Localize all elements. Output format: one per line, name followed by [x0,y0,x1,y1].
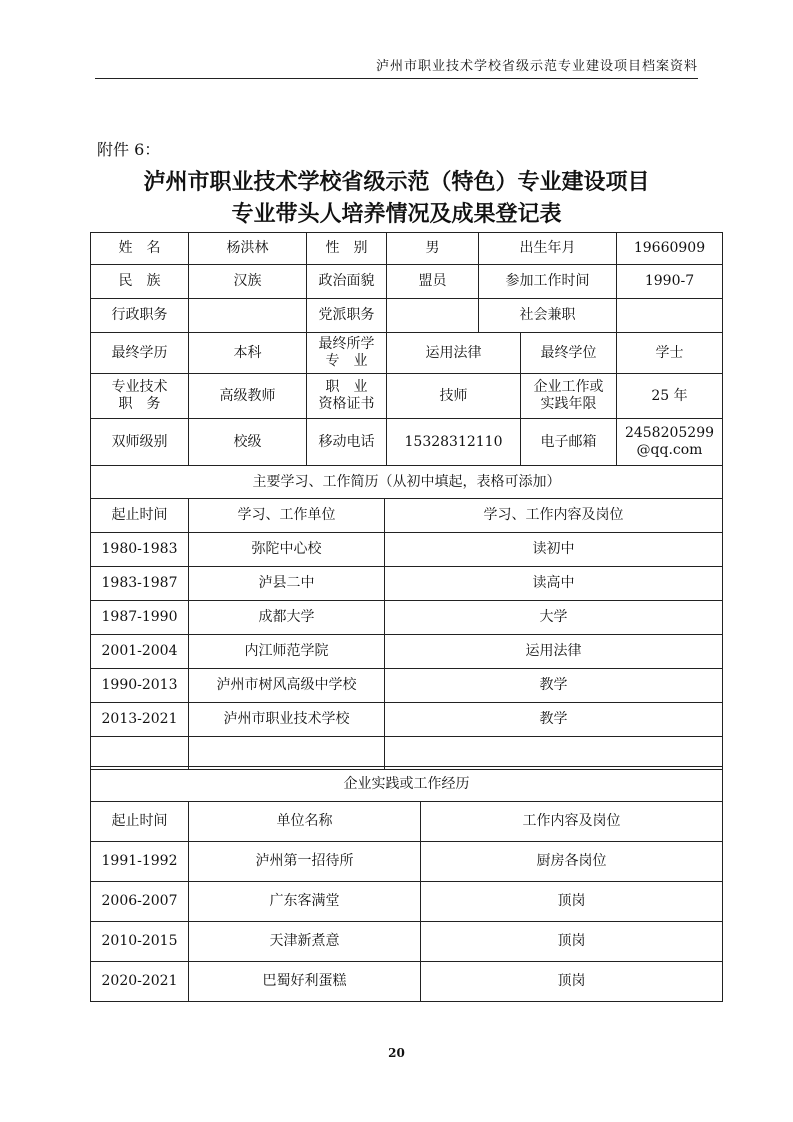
enterprise-section-title: 企业实践或工作经历 [91,767,723,802]
study-period: 2001-2004 [91,635,189,669]
enterprise-unit: 天津新煮意 [189,922,421,962]
major-label [307,333,387,374]
enterprise-content: 顶岗 [421,882,723,922]
ethnic-value: 汉族 [189,265,307,299]
enterprise-period: 1991-1992 [91,842,189,882]
work-start-label: 参加工作时间 [479,265,617,299]
admin-label: 行政职务 [91,299,189,333]
name-label: 姓 名 [91,233,189,265]
table-row [91,962,723,1002]
phone-label: 移动电话 [307,419,387,466]
study-unit: 弥陀中心校 [189,533,385,567]
email-value-line1: 2458205299 [624,425,715,441]
birth-value: 19660909 [617,233,723,265]
enterprise-content: 顶岗 [421,962,723,1002]
table-row [91,882,723,922]
study-work-table [90,465,723,770]
social-label: 社会兼职 [479,299,617,333]
document-title-line2: 专业带头人培养情况及成果登记表 [231,202,562,227]
qual-value: 技师 [387,374,521,419]
study-content: 读高中 [385,567,723,601]
gender-value: 男 [387,233,479,265]
gender-label: 性 别 [307,233,387,265]
ethnic-label: 民 族 [91,265,189,299]
study-content: 教学 [385,669,723,703]
degree-label: 最终学位 [521,333,617,374]
table-row [91,533,723,567]
table-row [91,922,723,962]
page-number: 20 [388,1046,405,1060]
exp-value: 25 年 [617,374,723,419]
edu-value: 本科 [189,333,307,374]
major-label-line1: 最终所学 [318,336,375,352]
enterprise-unit: 泸州第一招待所 [189,842,421,882]
study-period: 1983-1987 [91,567,189,601]
study-content: 教学 [385,703,723,737]
qual-label-line1: 职 业 [325,379,368,395]
study-content: 运用法律 [385,635,723,669]
qual-label [307,374,387,419]
qual-label-line2: 资格证书 [318,396,375,412]
political-value: 盟员 [387,265,479,299]
social-value [617,299,723,333]
enterprise-header-content: 工作内容及岗位 [421,802,723,842]
study-period: 1987-1990 [91,601,189,635]
prof-title-label-line2: 职 务 [118,396,161,412]
table-row [91,669,723,703]
prof-title-label-line1: 专业技术 [111,379,168,395]
study-unit [189,737,385,770]
enterprise-unit: 广东客满堂 [189,882,421,922]
birth-label: 出生年月 [479,233,617,265]
edu-label: 最终学历 [91,333,189,374]
header-rule [95,78,698,79]
major-value: 运用法律 [387,333,521,374]
political-label: 政治面貌 [307,265,387,299]
table-row [91,842,723,882]
email-label: 电子邮箱 [521,419,617,466]
study-period: 1990-2013 [91,669,189,703]
study-unit: 泸州市树风高级中学校 [189,669,385,703]
profile-table [90,232,723,466]
table-row [91,703,723,737]
table-row [91,601,723,635]
study-unit: 内江师范学院 [189,635,385,669]
study-unit: 成都大学 [189,601,385,635]
attachment-label: 附件 6： [97,140,161,159]
dual-label: 双师级别 [91,419,189,466]
enterprise-header-period: 起止时间 [91,802,189,842]
exp-label [521,374,617,419]
study-unit: 泸县二中 [189,567,385,601]
table-row [91,635,723,669]
table-row [91,737,723,770]
document-title-line1: 泸州市职业技术学校省级示范（特色）专业建设项目 [143,170,650,195]
enterprise-period: 2010-2015 [91,922,189,962]
study-header-content: 学习、工作内容及岗位 [385,499,723,533]
exp-label-line2: 实践年限 [540,396,597,412]
enterprise-content: 顶岗 [421,922,723,962]
study-period [91,737,189,770]
enterprise-period: 2020-2021 [91,962,189,1002]
major-label-line2: 专 业 [325,353,368,369]
study-header-unit: 学习、工作单位 [189,499,385,533]
party-label: 党派职务 [307,299,387,333]
study-content: 读初中 [385,533,723,567]
phone-value: 15328312110 [387,419,521,466]
enterprise-period: 2006-2007 [91,882,189,922]
study-period: 1980-1983 [91,533,189,567]
page-header: 泸州市职业技术学校省级示范专业建设项目档案资料 [375,59,698,74]
enterprise-header-unit: 单位名称 [189,802,421,842]
prof-title-value: 高级教师 [189,374,307,419]
study-content [385,737,723,770]
enterprise-unit: 巴蜀好利蛋糕 [189,962,421,1002]
party-value [387,299,479,333]
study-content: 大学 [385,601,723,635]
email-value [617,419,723,466]
study-header-period: 起止时间 [91,499,189,533]
email-value-line2: @qq.com [636,442,703,458]
study-section-title: 主要学习、工作简历（从初中填起，表格可添加） [91,466,723,499]
dual-value: 校级 [189,419,307,466]
enterprise-table [90,766,723,1002]
study-unit: 泸州市职业技术学校 [189,703,385,737]
work-start-value: 1990-7 [617,265,723,299]
admin-value [189,299,307,333]
name-value: 杨洪林 [189,233,307,265]
prof-title-label [91,374,189,419]
table-row [91,567,723,601]
enterprise-content: 厨房各岗位 [421,842,723,882]
degree-value: 学士 [617,333,723,374]
exp-label-line1: 企业工作或 [533,379,604,395]
study-period: 2013-2021 [91,703,189,737]
